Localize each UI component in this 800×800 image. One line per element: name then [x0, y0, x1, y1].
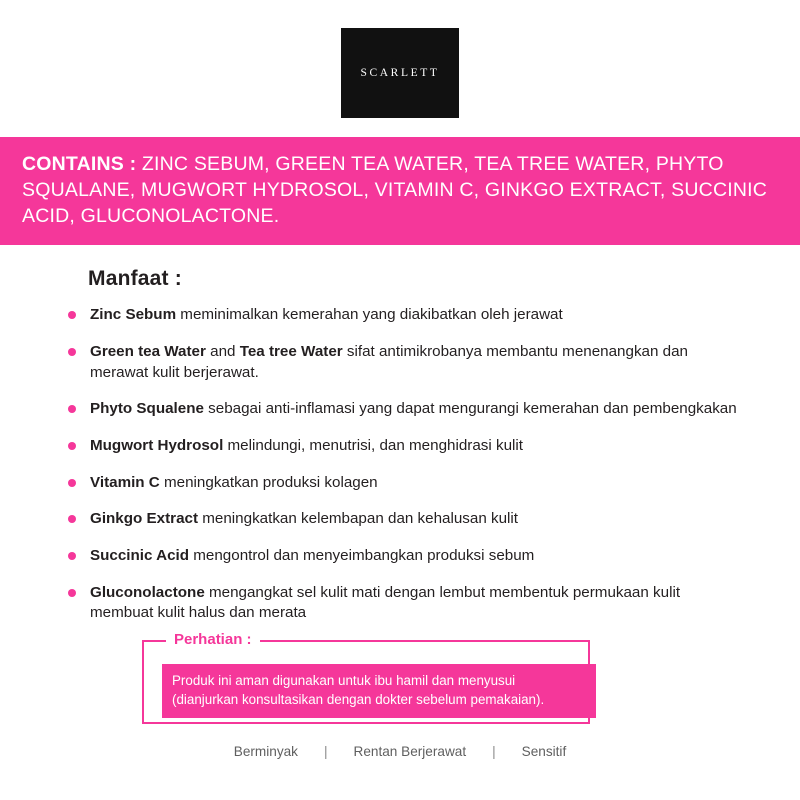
benefit-desc: meningkatkan produksi kolagen — [159, 473, 378, 491]
logo-box — [341, 28, 459, 118]
contains-ingredients: ZINC SEBUM, GREEN TEA WATER, TEA TREE WATER, PHYTO SQUALANE, MUGWORT HYDROSOL, VITAMIN C, GINKGO EXTRACT, SUCCINIC ACID, GLUCONOLACTONE. — [22, 153, 768, 228]
benefit-desc: mengontrol dan menyeimbangkan produksi sebum — [189, 547, 535, 565]
warning-body — [162, 664, 596, 718]
list-item — [64, 509, 742, 530]
contains-banner — [0, 137, 800, 245]
list-item — [64, 473, 742, 494]
benefits-list — [58, 305, 742, 624]
bullet-icon — [68, 442, 76, 450]
bullet-icon — [68, 405, 76, 413]
bullet-icon — [68, 311, 76, 319]
bullet-icon — [68, 479, 76, 487]
tag-separator: | — [323, 744, 328, 760]
brand-logo — [0, 0, 800, 118]
benefit-term: Succinic Acid — [90, 547, 190, 565]
list-item — [64, 342, 742, 383]
benefit-desc: meningkatkan kelembapan dan kehalusan kulit — [198, 510, 519, 528]
warning-title: Perhatian : — [166, 631, 260, 648]
bullet-icon — [68, 552, 76, 560]
warning-line-2: (dianjurkan konsultasikan dengan dokter sebelum pemakaian). — [172, 692, 545, 708]
warning-line-1: Produk ini aman digunakan untuk ibu hamil dan menyusui — [172, 673, 516, 689]
benefit-term-secondary: Tea tree Water — [239, 343, 343, 361]
contains-label: CONTAINS : — [22, 153, 137, 175]
benefit-term: Gluconolactone — [90, 583, 205, 601]
tag-sensitive: Sensitif — [521, 744, 567, 760]
logo-text: SCARLETT — [360, 67, 440, 79]
contains-text — [22, 151, 778, 229]
benefit-mid: and — [205, 343, 240, 361]
benefit-term: Ginkgo Extract — [90, 510, 199, 528]
benefit-term: Phyto Squalene — [90, 400, 204, 418]
list-item — [64, 583, 742, 624]
bullet-icon — [68, 589, 76, 597]
bullet-icon — [68, 515, 76, 523]
list-item — [64, 399, 742, 420]
list-item — [64, 546, 742, 567]
list-item — [64, 305, 742, 326]
benefit-desc: sifat antimikrobanya membantu menenangkan dan merawat kulit berjerawat. — [90, 343, 688, 381]
benefit-term: Mugwort Hydrosol — [90, 437, 224, 455]
tag-oily: Berminyak — [233, 744, 298, 760]
list-item — [64, 436, 742, 457]
tag-separator: | — [492, 744, 496, 760]
warning-frame — [142, 640, 590, 724]
warning-box — [142, 631, 590, 724]
benefit-desc: sebagai anti-inflamasi yang dapat mengurangi kemerahan dan pembengkakan — [203, 400, 737, 418]
benefit-desc: meminimalkan kemerahan yang diakibatkan oleh jerawat — [176, 306, 563, 324]
bullet-icon — [68, 348, 76, 356]
benefit-term: Vitamin C — [90, 473, 160, 491]
benefit-desc: melindungi, menutrisi, dan menghidrasi kulit — [223, 437, 523, 455]
skin-type-tags — [58, 744, 742, 759]
benefit-desc: mengangkat sel kulit mati dengan lembut membentuk permukaan kulit membuat kulit halus dan merata — [90, 583, 681, 622]
benefit-term: Green tea Water — [90, 343, 206, 361]
benefit-term: Zinc Sebum — [90, 306, 177, 324]
benefits-title: Manfaat : — [88, 267, 182, 291]
tag-acne-prone: Rentan Berjerawat — [353, 744, 467, 760]
benefits-section — [0, 267, 800, 759]
